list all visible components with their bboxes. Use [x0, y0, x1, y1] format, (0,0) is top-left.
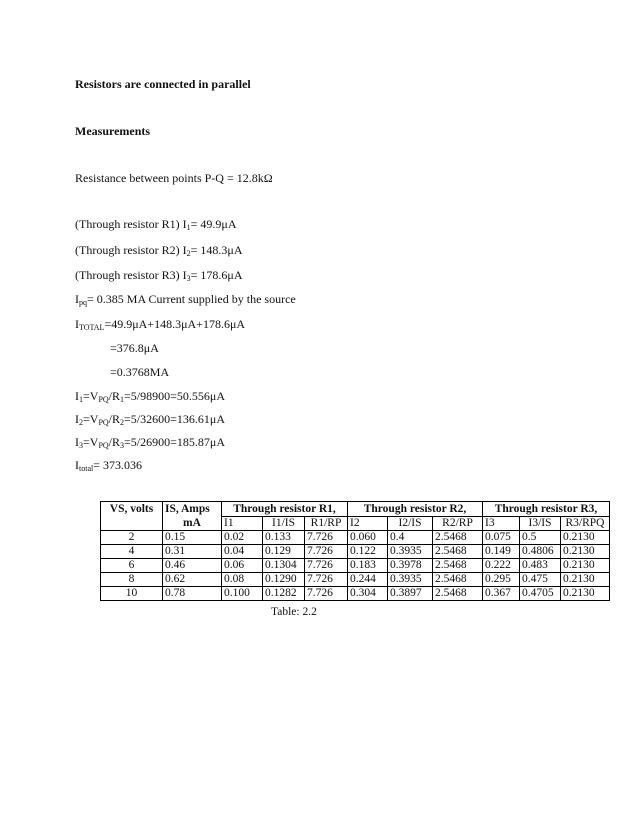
table-cell: 0.4705: [520, 587, 561, 601]
calc-i1-line: $I_1=V_{PQ}/R_1=5/98900=50.556\mu A$: [75, 389, 225, 404]
header-vs-cont: [101, 517, 163, 531]
table-cell: 7.726: [305, 545, 348, 559]
table-cell: 0.133: [263, 531, 305, 545]
subheader-cell: R1/RP: [305, 517, 348, 531]
table-cell: 0.222: [483, 559, 520, 573]
table-cell: 0.3935: [388, 545, 433, 559]
table-cell: 0.46: [163, 559, 222, 573]
calc-i2-line: $I_2=V_{PQ}/R_2=5/32600=136.61\mu A$: [75, 412, 225, 427]
table-cell: 0.1290: [263, 573, 305, 587]
table-cell: 2.5468: [433, 573, 483, 587]
table-cell: 0.5: [520, 531, 561, 545]
header-is-unit: mA: [163, 517, 222, 531]
subheader-cell: I1/IS: [263, 517, 305, 531]
table-row: [101, 545, 610, 559]
page-heading: Resistors are connected in parallel: [75, 77, 251, 91]
table-cell: 0.295: [483, 573, 520, 587]
subheader-cell: I2/IS: [388, 517, 433, 531]
table-cell: 0.15: [163, 531, 222, 545]
current-r1-line: (Through resistor R1) $I_1= 49.9\mu A$: [75, 217, 237, 232]
table-cell: 10: [101, 587, 163, 601]
subheader-cell: R2/RP: [433, 517, 483, 531]
header-group-r1: Through resistor R1,: [222, 502, 348, 517]
table-cell: 7.726: [305, 531, 348, 545]
measurements-title: Measurements: [75, 124, 151, 138]
subheader-cell: I3/IS: [520, 517, 561, 531]
table-cell: 0.2130: [561, 531, 610, 545]
subheader-cell: I1: [222, 517, 263, 531]
table-cell: 2: [101, 531, 163, 545]
table-cell: 0.075: [483, 531, 520, 545]
table-cell: 0.149: [483, 545, 520, 559]
table-cell: 0.06: [222, 559, 263, 573]
table-cell: 0.244: [348, 573, 388, 587]
table-cell: 2.5468: [433, 587, 483, 601]
table-cell: 2.5468: [433, 545, 483, 559]
table-row: [101, 587, 610, 601]
measurement-table: [100, 501, 610, 601]
table-cell: 6: [101, 559, 163, 573]
table-cell: 7.726: [305, 559, 348, 573]
table-cell: 4: [101, 545, 163, 559]
sum-ma: =0.3768MA: [110, 365, 170, 379]
current-r2-line: (Through resistor R2) $I_2= 148.3\mu A$: [75, 243, 243, 258]
table-cell: 0.2130: [561, 545, 610, 559]
table-cell: 0.2130: [561, 573, 610, 587]
table-cell: 0.4: [388, 531, 433, 545]
table-cell: 0.2130: [561, 559, 610, 573]
table-caption: Table: 2.2: [271, 606, 317, 618]
table-cell: 2.5468: [433, 531, 483, 545]
subheader-cell: I3: [483, 517, 520, 531]
header-group-r3: Through resistor R3,: [483, 502, 610, 517]
table-row: [101, 531, 610, 545]
table-cell: 0.02: [222, 531, 263, 545]
table-row: [101, 573, 610, 587]
table-cell: 0.483: [520, 559, 561, 573]
itotal-line: $I_{TOTAL}=49.9\mu A+148.3\mu A+178.6\mu A$: [75, 317, 246, 332]
table-cell: 0.475: [520, 573, 561, 587]
table-cell: 0.04: [222, 545, 263, 559]
current-r3-line: (Through resistor R3) $I_3= 178.6\mu A$: [75, 268, 243, 283]
subheader-cell: R3/RPQ: [561, 517, 610, 531]
table-cell: 0.100: [222, 587, 263, 601]
table-cell: 0.1282: [263, 587, 305, 601]
table-cell: 0.62: [163, 573, 222, 587]
header-vs: VS, volts: [101, 502, 163, 517]
table-cell: 8: [101, 573, 163, 587]
table-cell: 0.78: [163, 587, 222, 601]
table-cell: 0.183: [348, 559, 388, 573]
table-cell: 0.3978: [388, 559, 433, 573]
table-cell: 0.129: [263, 545, 305, 559]
ipq-line: $I_{pq}= 0.385$ MA Current supplied by the source: [75, 292, 296, 307]
sum-microamp: =376.8μA: [110, 341, 159, 355]
table-cell: 0.1304: [263, 559, 305, 573]
itotal-result-line: $I_{total}= 373.036$: [75, 458, 142, 473]
table-cell: 2.5468: [433, 559, 483, 573]
table-cell: 0.122: [348, 545, 388, 559]
table-cell: 0.08: [222, 573, 263, 587]
table-cell: 7.726: [305, 573, 348, 587]
table-cell: 0.3935: [388, 573, 433, 587]
table-cell: 0.31: [163, 545, 222, 559]
header-is: IS, Amps: [163, 502, 222, 517]
table-row: [101, 559, 610, 573]
header-group-r2: Through resistor R2,: [348, 502, 483, 517]
calc-i3-line: $I_3=V_{PQ}/R_3=5/26900=185.87\mu A$: [75, 435, 225, 450]
table-cell: 0.3897: [388, 587, 433, 601]
table-cell: 0.304: [348, 587, 388, 601]
table-cell: 0.367: [483, 587, 520, 601]
table-cell: 0.4806: [520, 545, 561, 559]
table-cell: 0.2130: [561, 587, 610, 601]
table-cell: 7.726: [305, 587, 348, 601]
subheader-cell: I2: [348, 517, 388, 531]
table-cell: 0.060: [348, 531, 388, 545]
resistance-line: Resistance between points P-Q = 12.8kΩ: [75, 171, 273, 185]
